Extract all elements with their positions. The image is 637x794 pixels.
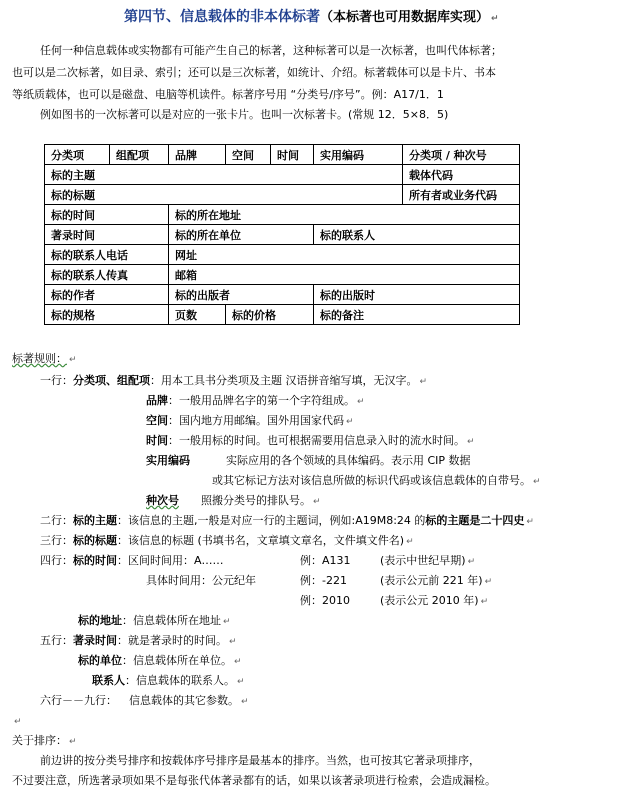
intro-line-3: 等纸质载体，也可以是磁盘、电脑等机读件。标著序号用 “分类号/序号”。例：A17/1．1 bbox=[12, 88, 444, 101]
card-cell: 标的备注 bbox=[314, 305, 520, 325]
card-cell: 标的联系人传真 bbox=[45, 265, 169, 285]
rule-code-cont: 或其它标记方法对该信息所做的标识代码或该信息载体的自带号。 ↵ bbox=[212, 474, 541, 487]
rule-text: ：区间时间用：A…… bbox=[117, 554, 224, 567]
card-row-3 bbox=[45, 185, 520, 205]
page-title: 第四节、信息载体的非本体标著（本标著也可用数据库实现） ↵ bbox=[124, 9, 499, 25]
rule-label: 品牌 bbox=[146, 394, 168, 407]
card-cell: 标的联系人 bbox=[314, 225, 520, 245]
card-cell: 实用编码 bbox=[314, 145, 403, 165]
card-cell: 标的出版者 bbox=[169, 285, 314, 305]
rule-line-6: 六行－－九行： 信息载体的其它参数。 ↵ bbox=[40, 694, 249, 707]
rule-line-4-note3: (表示公元 2010 年) ↵ bbox=[380, 594, 489, 607]
blank-line: ↵ bbox=[14, 717, 22, 727]
card-cell: 品牌 bbox=[169, 145, 226, 165]
rule-label: 标的主题是二十四史 bbox=[425, 514, 525, 527]
card-row-9 bbox=[45, 305, 520, 325]
title-sub: （本标著也可用数据库实现） bbox=[320, 10, 490, 25]
rule-line-4-ex3: 例：2010 bbox=[300, 594, 350, 607]
rule-text: 实际应用的各个领域的具体编码。表示用 CIP 数据 bbox=[226, 454, 471, 467]
rule-note: (表示中世纪早期) bbox=[380, 554, 466, 567]
rule-line-4-spec-note: (表示公元前 221 年) ↵ bbox=[380, 574, 493, 587]
card-row-5 bbox=[45, 225, 520, 245]
card-cell: 标的所在地址 bbox=[169, 205, 520, 225]
rule-prefix: 三行： bbox=[40, 534, 73, 547]
rule-text: ：就是著录时的时间。 bbox=[117, 634, 227, 647]
card-row-2 bbox=[45, 165, 520, 185]
rule-text: ：用本工具书分类项及主题 汉语拼音缩写填，无汉字。 bbox=[150, 374, 418, 387]
rule-note: (表示公元前 221 年) bbox=[380, 574, 483, 587]
rule-label: 标的地址 bbox=[78, 614, 122, 627]
rule-time: 时间：一般用标的时间。也可根据需要用信息录入时的流水时间。 ↵ bbox=[146, 434, 475, 447]
card-cell: 所有者或业务代码 bbox=[403, 185, 520, 205]
card-cell: 标的联系人电话 bbox=[45, 245, 169, 265]
intro-line-2: 也可以是二次标著，如目录、索引；还可以是三次标著，如统计、介绍。标著载体可以是卡片、书本 bbox=[12, 66, 496, 79]
card-cell: 标的时间 bbox=[45, 205, 169, 225]
card-cell: 分类项 / 种次号 bbox=[403, 145, 520, 165]
rule-prefix: 二行： bbox=[40, 514, 73, 527]
card-cell: 空间 bbox=[226, 145, 271, 165]
sort-line-1: 前边讲的按分类号排序和按载体序号排序是最基本的排序。当然，也可按其它著录项排序， bbox=[40, 754, 480, 767]
rule-label: 时间 bbox=[146, 434, 168, 447]
card-cell: 标的所在单位 bbox=[169, 225, 314, 245]
rule-line-4-note: (表示中世纪早期) ↵ bbox=[380, 554, 476, 567]
sort-heading-text: 关于排序： bbox=[12, 734, 67, 747]
sort-line-2: 不过要注意，所选著录项如果不是每张代体著录都有的话，如果以该著录项进行检索，会造成漏检。 bbox=[12, 774, 496, 787]
rule-label: 标的主题 bbox=[73, 514, 117, 527]
rule-label: 标的时间 bbox=[73, 554, 117, 567]
rule-line-4 bbox=[40, 554, 224, 568]
rule-prefix: 四行： bbox=[40, 554, 73, 567]
title-main: 第四节、信息载体的非本体标著 bbox=[124, 9, 320, 25]
rule-text: 信息载体的其它参数。 bbox=[129, 694, 239, 707]
card-row-8 bbox=[45, 285, 520, 305]
rule-brand: 品牌：一般用品牌名字的第一个字符组成。 ↵ bbox=[146, 394, 365, 407]
rules-heading-text: 标著规则： bbox=[12, 352, 67, 365]
card-cell: 标的标题 bbox=[45, 185, 403, 205]
card-row-4 bbox=[45, 205, 520, 225]
intro-line-1: 任何一种信息载体或实物都有可能产生自己的标著，这种标著可以是一次标著，也叫代体标著； bbox=[40, 44, 502, 57]
rule-prefix: 一行： bbox=[40, 374, 73, 387]
rule-label: 分类项、组配项 bbox=[73, 374, 150, 387]
intro-line-4: 例如图书的一次标著可以是对应的一张卡片。也叫一次标著卡。(常规 12．5×8．5) bbox=[40, 108, 449, 121]
rule-text: ：该信息的主题,一般是对应一行的主题词，例如:A19M8:24 的 bbox=[117, 514, 426, 527]
card-cell: 网址 bbox=[169, 245, 520, 265]
card-cell: 分类项 bbox=[45, 145, 110, 165]
index-card-table bbox=[44, 144, 520, 325]
rule-label: 标的单位 bbox=[78, 654, 122, 667]
rule-line-1: 一行：分类项、组配项：用本工具书分类项及主题 汉语拼音缩写填，无汉字。 ↵ bbox=[40, 374, 428, 387]
rule-text: ：国内地方用邮编。国外用国家代码 bbox=[168, 414, 344, 427]
card-cell: 载体代码 bbox=[403, 165, 520, 185]
rule-unit: 标的单位：信息载体所在单位。 ↵ bbox=[78, 654, 242, 667]
rule-prefix: 五行： bbox=[40, 634, 73, 647]
card-cell: 标的主题 bbox=[45, 165, 403, 185]
rule-contact: 联系人：信息载体的联系人。 ↵ bbox=[92, 674, 245, 687]
rules-heading: 标著规则： ↵ bbox=[12, 352, 77, 365]
rule-line-2: 二行：标的主题：该信息的主题,一般是对应一行的主题词，例如:A19M8:24 的标的主题是二十四史 ↵ bbox=[40, 514, 534, 527]
card-row-6 bbox=[45, 245, 520, 265]
rule-line-4-spec-example: 例：-221 bbox=[300, 574, 347, 587]
rule-line-5: 五行：著录时间：就是著录时的时间。 ↵ bbox=[40, 634, 237, 647]
card-cell: 邮箱 bbox=[169, 265, 520, 285]
rule-label: 著录时间 bbox=[73, 634, 117, 647]
card-row-1 bbox=[45, 145, 520, 165]
rule-text: ：信息载体所在单位。 bbox=[122, 654, 232, 667]
rule-label: 联系人 bbox=[92, 674, 125, 687]
rule-addr: 标的地址：信息载体所在地址 ↵ bbox=[78, 614, 231, 627]
card-cell: 标的规格 bbox=[45, 305, 169, 325]
sort-heading: 关于排序： ↵ bbox=[12, 734, 77, 747]
card-cell: 著录时间 bbox=[45, 225, 169, 245]
rule-line-3: 三行：标的标题：该信息的标题 (书填书名，文章填文章名，文件填文件名) ↵ bbox=[40, 534, 414, 547]
card-cell: 组配项 bbox=[110, 145, 169, 165]
rule-code bbox=[146, 454, 471, 468]
card-cell: 页数 bbox=[169, 305, 226, 325]
rule-line-4-spec: 具体时间用：公元纪年 bbox=[146, 574, 256, 587]
card-cell: 标的作者 bbox=[45, 285, 169, 305]
rule-label: 标的标题 bbox=[73, 534, 117, 547]
rule-label: 空间 bbox=[146, 414, 168, 427]
rule-seq: 种次号 照搬分类号的排队号。 ↵ bbox=[146, 494, 321, 507]
card-cell: 时间 bbox=[271, 145, 314, 165]
rule-line-4-example: 例：A131 bbox=[300, 554, 351, 567]
rule-note: (表示公元 2010 年) bbox=[380, 594, 479, 607]
rule-text: 照搬分类号的排队号。 bbox=[201, 494, 311, 507]
rule-text: ：一般用品牌名字的第一个字符组成。 bbox=[168, 394, 355, 407]
rule-prefix: 六行－－九行： bbox=[40, 694, 117, 707]
card-cell: 标的价格 bbox=[226, 305, 314, 325]
rule-label: 实用编码 bbox=[146, 454, 190, 467]
rule-text: ：信息载体的联系人。 bbox=[125, 674, 235, 687]
rule-space: 空间：国内地方用邮编。国外用国家代码 ↵ bbox=[146, 414, 354, 427]
rule-label: 种次号 bbox=[146, 494, 179, 507]
rule-text: ：信息载体所在地址 bbox=[122, 614, 221, 627]
rule-text: ：一般用标的时间。也可根据需要用信息录入时的流水时间。 bbox=[168, 434, 465, 447]
rule-text: ：该信息的标题 (书填书名，文章填文章名，文件填文件名) bbox=[117, 534, 405, 547]
card-cell: 标的出版时 bbox=[314, 285, 520, 305]
card-row-7 bbox=[45, 265, 520, 285]
rule-text: 或其它标记方法对该信息所做的标识代码或该信息载体的自带号。 bbox=[212, 474, 531, 487]
